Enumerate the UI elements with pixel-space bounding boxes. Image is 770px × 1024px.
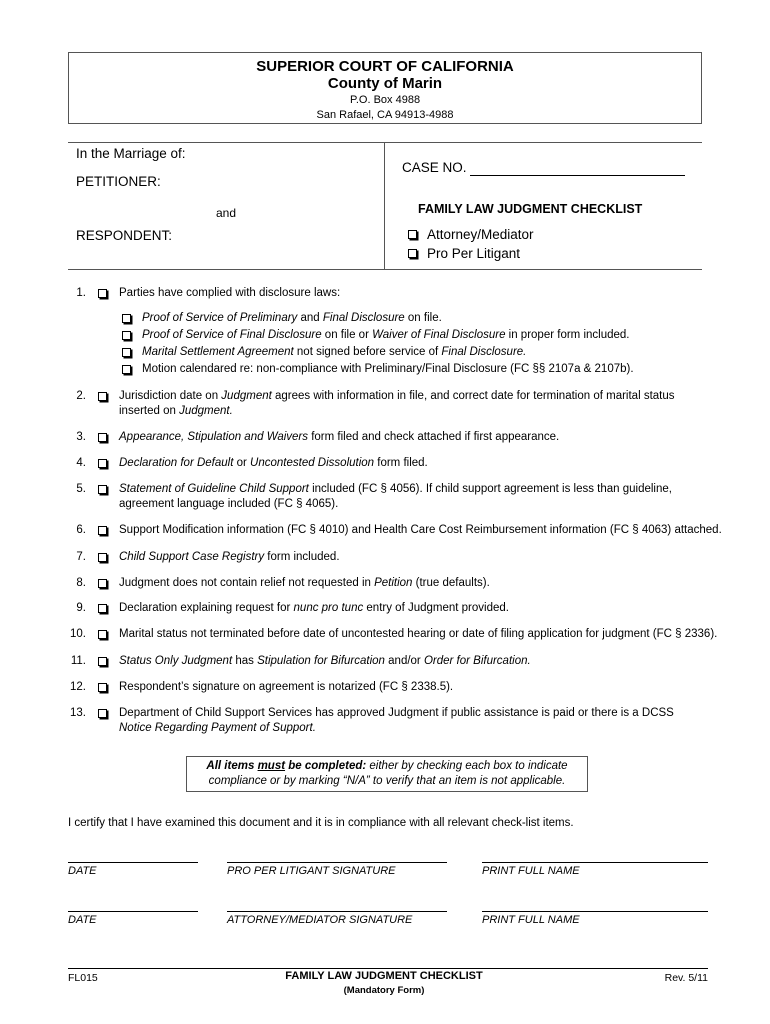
item-checkbox[interactable] (98, 433, 107, 442)
sub-item-checkbox[interactable] (122, 331, 131, 340)
sub-item-checkbox[interactable] (122, 348, 131, 357)
item-checkbox[interactable] (98, 709, 107, 718)
instruction-note (186, 756, 588, 792)
item-text-italic: nunc pro tunc (293, 602, 364, 614)
item-checkbox[interactable] (98, 526, 107, 535)
item-number: 10. (70, 628, 86, 640)
footer-title: FAMILY LAW JUDGMENT CHECKLIST (285, 970, 483, 982)
court-name: SUPERIOR COURT OF CALIFORNIA (256, 58, 514, 75)
item-number: 9. (76, 602, 86, 614)
revision: Rev. 5/11 (664, 972, 708, 984)
item-checkbox[interactable] (98, 485, 107, 494)
note-bold: be completed: (285, 760, 367, 772)
item-text: inserted on (119, 405, 180, 417)
respondent-label: RESPONDENT: (76, 228, 173, 243)
sub-item-checkbox[interactable] (122, 314, 131, 323)
item-text: entry of Judgment provided. (363, 602, 509, 614)
item-text: Declaration explaining request for (119, 602, 294, 614)
item-text-italic: Petition (374, 577, 413, 589)
po-box: P.O. Box 4988 (349, 94, 421, 106)
item-text-italic: Appearance, Stipulation and Waivers (119, 431, 309, 443)
date-line-2[interactable] (68, 911, 198, 912)
pro-per-signature-label: PRO PER LITIGANT SIGNATURE (227, 865, 396, 877)
item-checkbox[interactable] (98, 289, 107, 298)
certify-statement: I certify that I have examined this document and it is in compliance with all relevant check-list items. (68, 817, 574, 829)
print-name-label-2: PRINT FULL NAME (482, 914, 580, 926)
attorney-option[interactable] (408, 227, 534, 242)
sub-text-italic: Final Disclosure (322, 312, 405, 324)
attorney-option-label: Attorney/Mediator (427, 227, 534, 242)
item-text-italic: Notice Regarding Payment of Support. (119, 722, 316, 734)
sub-text-italic: Proof of Service of Final Disclosure (142, 329, 322, 341)
item-text: form included. (264, 551, 340, 563)
item-text: Support Modification information (FC § 4010) and Health Care Cost Reimbursement information (FC § 4063) attached. (119, 524, 722, 536)
date-label-1: DATE (68, 865, 97, 877)
item-text: agrees with information in file, and correct date for termination of marital status (271, 390, 675, 402)
sub-item-checkbox[interactable] (122, 365, 131, 374)
item-number: 1. (76, 287, 86, 299)
sub-text-italic: Proof of Service of Preliminary (142, 312, 298, 324)
sub-text-italic: Waiver of Final Disclosure (372, 329, 506, 341)
pro-per-option-label: Pro Per Litigant (427, 246, 521, 261)
note-bold: All items (206, 760, 258, 772)
and-label: and (216, 206, 237, 220)
item-text-italic: Declaration for Default (119, 457, 234, 469)
item-text: Marital status not terminated before date of uncontested hearing or date of filing application for judgment (FC § 2336). (119, 628, 718, 640)
attorney-checkbox[interactable] (408, 230, 417, 239)
item-text-italic: Child Support Case Registry (119, 551, 265, 563)
item-number: 8. (76, 577, 86, 589)
date-label-2: DATE (68, 914, 97, 926)
item-text-italic: Stipulation for Bifurcation (257, 655, 385, 667)
print-name-line-1[interactable] (482, 862, 708, 863)
item-checkbox[interactable] (98, 579, 107, 588)
sub-text: Motion calendared re: non-compliance with Preliminary/Final Disclosure (FC §§ 2107a & 2107b). (142, 363, 634, 375)
case-no-label: CASE NO. (402, 160, 467, 175)
pro-per-checkbox[interactable] (408, 249, 417, 258)
sub-text: on file or (321, 329, 373, 341)
attorney-signature-line[interactable] (227, 911, 447, 912)
item-text: agreement language included (FC § 4065). (119, 498, 339, 510)
pro-per-option[interactable] (408, 246, 520, 261)
item-text: Department of Child Support Services has approved Judgment if public assistance is paid or there is a DCSS (119, 707, 674, 719)
item-checkbox[interactable] (98, 459, 107, 468)
item-checkbox[interactable] (98, 630, 107, 639)
item-number: 2. (76, 390, 86, 402)
date-line-1[interactable] (68, 862, 198, 863)
item-checkbox[interactable] (98, 392, 107, 401)
item-number: 12. (70, 681, 86, 693)
item-text: included (FC § 4056). If child support agreement is less than guideline, (308, 483, 672, 495)
item-number: 7. (76, 551, 86, 563)
item-text-italic: Judgment (221, 390, 272, 402)
item-number: 11. (70, 655, 86, 667)
item-text-italic: Status Only Judgment (119, 655, 233, 667)
note-text: either by checking each box to indicate (366, 760, 568, 772)
sub-text: on file. (404, 312, 442, 324)
item-text-italic: Uncontested Dissolution (250, 457, 375, 469)
footer-rule (68, 968, 708, 969)
pro-per-signature-line[interactable] (227, 862, 447, 863)
sub-text: and (297, 312, 323, 324)
item-text-italic: Judgment. (179, 405, 233, 417)
print-name-line-2[interactable] (482, 911, 708, 912)
item-text: form filed. (374, 457, 428, 469)
item-text: Respondent’s signature on agreement is notarized (FC § 2338.5). (119, 681, 454, 693)
item-text-italic: Order for Bifurcation. (423, 655, 531, 667)
note-text: compliance or by marking “N/A” to verify that an item is not applicable. (208, 775, 566, 787)
item-text: or (233, 457, 251, 469)
item-checkbox[interactable] (98, 604, 107, 613)
item-text: has (232, 655, 258, 667)
item-checkbox[interactable] (98, 657, 107, 666)
item-number: 6. (76, 524, 86, 536)
petitioner-label: PETITIONER: (76, 174, 161, 189)
item-checkbox[interactable] (98, 553, 107, 562)
item-text: (true defaults). (412, 577, 490, 589)
item-text: Judgment does not contain relief not requested in (119, 577, 375, 589)
form-id: FL015 (68, 972, 98, 984)
case-no-field[interactable] (470, 175, 685, 176)
caption-divider (384, 142, 385, 269)
item-number: 5. (76, 483, 86, 495)
item-number: 13. (70, 707, 86, 719)
sub-text: not signed before service of (293, 346, 442, 358)
sub-text-italic: Final Disclosure. (441, 346, 527, 358)
item-text: form filed and check attached if first appearance. (308, 431, 560, 443)
item-number: 4. (76, 457, 86, 469)
form-title: FAMILY LAW JUDGMENT CHECKLIST (418, 202, 643, 216)
sub-text: in proper form included. (505, 329, 630, 341)
sub-text-italic: Marital Settlement Agreement (142, 346, 294, 358)
print-name-label-1: PRINT FULL NAME (482, 865, 580, 877)
footer-subtitle: (Mandatory Form) (343, 985, 425, 996)
item-checkbox[interactable] (98, 683, 107, 692)
county-name: County of Marin (327, 75, 443, 92)
item-text: Parties have complied with disclosure laws: (119, 287, 341, 299)
court-city: San Rafael, CA 94913-4988 (316, 109, 454, 121)
item-text: and/or (384, 655, 424, 667)
marriage-label: In the Marriage of: (76, 146, 186, 161)
item-text: Jurisdiction date on (119, 390, 222, 402)
court-header (68, 52, 702, 124)
attorney-signature-label: ATTORNEY/MEDIATOR SIGNATURE (227, 914, 413, 926)
item-number: 3. (76, 431, 86, 443)
note-bold-underline: must (257, 760, 286, 772)
item-text-italic: Statement of Guideline Child Support (119, 483, 309, 495)
